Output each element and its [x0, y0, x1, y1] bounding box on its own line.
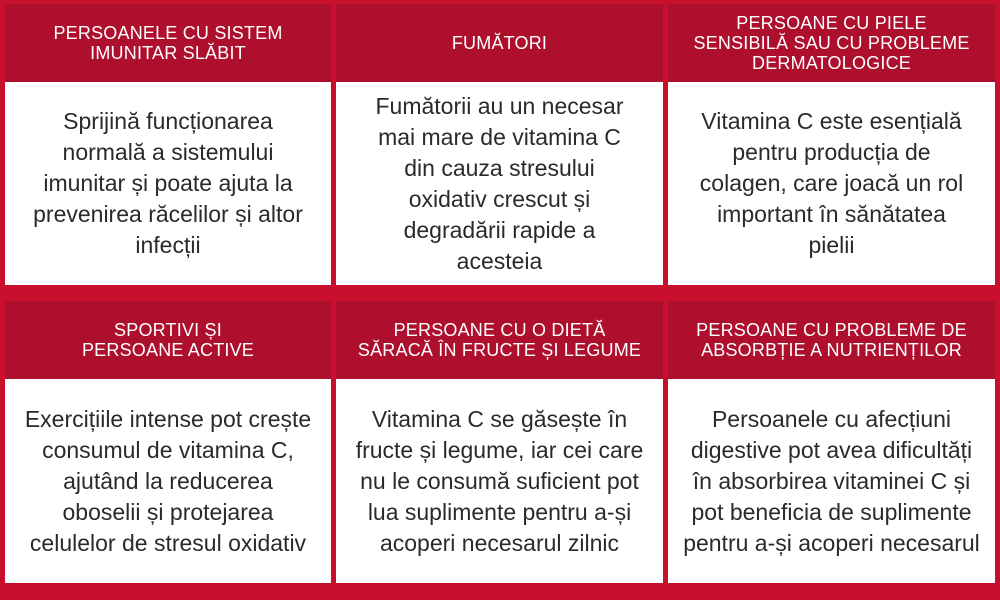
- card-text-absorption: Persoanele cu afecțiuni digestive pot avea dificultăți în absorbirea vitaminei C și pot beneficia de suplimente pentru a-și acoperi necesarul: [668, 379, 995, 583]
- card-title-athletes: SPORTIVI ȘI PERSOANE ACTIVE: [5, 301, 331, 379]
- card-title-immune: PERSOANELE CU SISTEM IMUNITAR SLĂBIT: [5, 4, 331, 82]
- card-title-diet: PERSOANE CU O DIETĂ SĂRACĂ ÎN FRUCTE ȘI LEGUME: [336, 301, 663, 379]
- card-text-diet: Vitamina C se găsește în fructe și legume, iar cei care nu le consumă suficient pot lua suplimente pentru a-și acoperi necesarul zilnic: [336, 379, 663, 583]
- card-text-athletes: Exercițiile intense pot crește consumul de vitamina C, ajutând la reducerea oboselii și protejarea celulelor de stresul oxidativ: [5, 379, 331, 583]
- card-title-skin: PERSOANE CU PIELE SENSIBILĂ SAU CU PROBLEME DERMATOLOGICE: [668, 4, 995, 82]
- card-text-immune: Sprijină funcționarea normală a sistemului imunitar și poate ajuta la prevenirea răcelilor și altor infecții: [5, 82, 331, 285]
- card-title-smokers: FUMĂTORI: [336, 4, 663, 82]
- card-text-smokers: Fumătorii au un necesar mai mare de vitamina C din cauza stresului oxidativ crescut și degradării rapide a acesteia: [336, 82, 663, 285]
- card-text-skin: Vitamina C este esențială pentru producția de colagen, care joacă un rol important în sănătatea pielii: [668, 82, 995, 285]
- card-title-absorption: PERSOANE CU PROBLEME DE ABSORBȚIE A NUTRIENȚILOR: [668, 301, 995, 379]
